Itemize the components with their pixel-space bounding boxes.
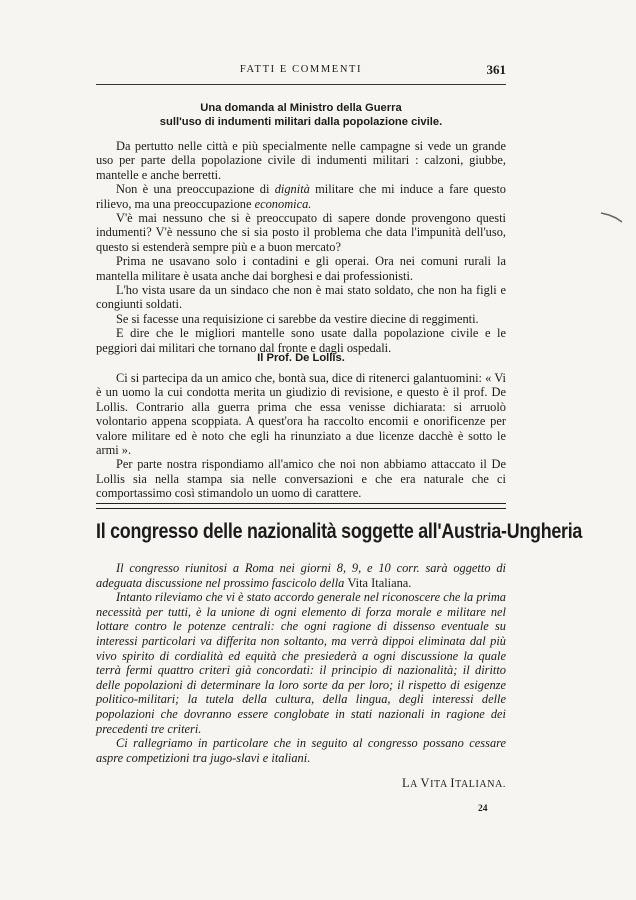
paragraph: Ci rallegriamo in particolare che in seguito al congresso possano cessare aspre competizioni tra jugo-slavi e italiani. xyxy=(96,736,506,765)
article-body xyxy=(96,561,506,765)
signature-part: A xyxy=(410,779,421,790)
section2-body xyxy=(96,371,506,501)
paragraph: Per parte nostra rispondiamo all'amico che noi non abbiamo attaccato il De Lollis sia nella stampa sia nelle conversazioni e che era naturale che ci comportassimo così stimandolo un uomo di carattere. xyxy=(96,457,506,501)
section-title-line2: sull'uso di indumenti militari dalla popolazione civile. xyxy=(159,116,443,128)
pen-mark-icon xyxy=(600,210,624,224)
signature-part: ITA xyxy=(430,779,451,790)
signature-initial: L xyxy=(402,776,411,790)
paragraph: Se si facesse una requisizione ci sarebbe da vestire diecine di reggimenti. xyxy=(116,311,479,326)
emphasis: economica. xyxy=(254,196,312,211)
running-head xyxy=(96,62,506,84)
paragraph: E dire che le migliori mantelle sono usate dalla popolazione civile e le peggiori dai militari che tornano dal fronte e dagli ospedali. xyxy=(96,326,506,355)
paragraph: Intanto rileviamo che vi è stato accordo generale nel riconoscere che la prima necessità per tutti, è la unione di ogni elemento di forza morale e militare nel lottare contro le potenze centrali: che ogni ragione di dissenso eventuale su interessi particolari va differita non soltanto, ma verrà dippoi eliminata dal più vivo spirito di cordialità ed equità che presiederà a ogni discussione la quale terrà fermi quattro criteri già concordati: il principio di nazionalità; il diritto delle popolazioni di determinare la loro sorte da per loro; il rispetto di esigenze politico-militari; la tutela della cultura, della lingua, degli interessi delle popolazioni che dovranno essere conglobate in stati nazionali in ragione dei precedenti tre criteri. xyxy=(96,590,506,736)
signature-initial: I xyxy=(450,776,456,790)
text-run: Non è una preoccupazione di xyxy=(116,182,275,197)
section1-body xyxy=(96,139,506,355)
signature-part: TALIANA. xyxy=(455,779,506,790)
header-rule xyxy=(96,84,506,85)
section-ministro-guerra xyxy=(96,101,506,129)
page-number: 361 xyxy=(486,62,506,77)
sheet-number: 24 xyxy=(478,804,488,814)
paragraph: V'è mai nessuno che si è preoccupato di sapere donde provengono questi indumenti? V'è nessuno che si sia posto il problema che data l'impunità dell'uso, questo si estenderà sempre più e a buon mercato? xyxy=(96,211,506,254)
section-title: Il Prof. De Lollis. xyxy=(257,352,345,364)
paragraph: L'ho vista usare da un sindaco che non è mai stato soldato, che non ha figli e congiunti soldati. xyxy=(96,283,506,312)
paragraph: Ci si partecipa da un amico che, bontà sua, dice di ritenerci galantuomini: « Vi è un uomo la cui condotta merita un giudizio di revisione, e questo è il prof. De Lollis. Contrario alla guerra prima che essa venisse dichiarata: si arruolò volontario appena scoppiata. A quest'ora ha raccolto encomii e onorificenze per valore militare ed è noto che egli ha rinunziato a due licenze dacchè è sotto le armi ». xyxy=(96,371,506,458)
journal-name: Vita Italiana. xyxy=(347,575,412,590)
section-divider xyxy=(96,503,506,509)
running-head-title: FATTI E COMMENTI xyxy=(239,64,363,75)
section-title-line1: Una domanda al Ministro della Guerra xyxy=(200,102,402,114)
signature xyxy=(402,776,506,791)
text-run: Il congresso riunitosi a Roma nei giorni 8, 9, e 10 corr. sarà oggetto di adeguata discussione nel prossimo fascicolo della xyxy=(96,561,506,590)
paragraph: Prima ne usavano solo i contadini e gli operai. Ora nei comuni rurali la mantella militare è usata anche dai borghesi e dai professionisti. xyxy=(96,254,506,283)
emphasis: dignità xyxy=(274,182,310,197)
section-de-lollis xyxy=(96,351,506,365)
paragraph xyxy=(96,561,506,590)
signature-initial: V xyxy=(420,776,431,790)
paragraph xyxy=(96,182,506,211)
paragraph: Da pertutto nelle città e più specialmente nelle campagne si vede un grande uso per parte della popolazione civile di indumenti militari : calzoni, giubbe, mantelle e anche berretti. xyxy=(96,139,506,182)
article-headline: Il congresso delle nazionalità soggette all'Austria-Ungheria xyxy=(96,519,583,543)
text-run: militare che mi induce a fare questo rilievo, ma una preoccupazione xyxy=(96,182,507,211)
